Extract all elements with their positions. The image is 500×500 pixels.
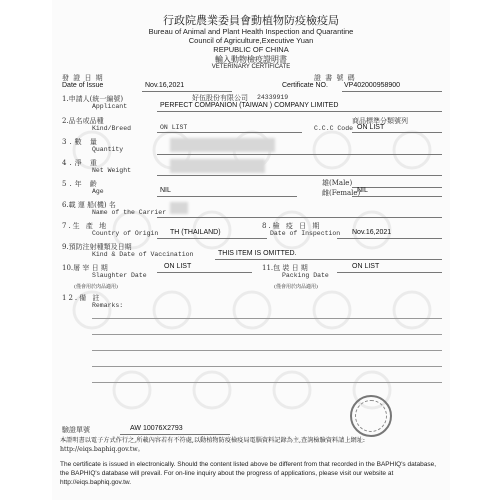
cert-no-label-zh: 證 書 號 碼 — [314, 74, 356, 82]
issue-date-label-zh: 發 證 日 期 — [62, 74, 104, 82]
kind-value: ON LIST — [160, 124, 188, 131]
net-weight-label-en: Net Weight — [92, 167, 132, 174]
applicant-name-zh: 好伍股份有限公司 — [192, 94, 248, 102]
footer-note-zh: 本證明書以電子方式作行之,所載內容若有不符處,以動植物防疫檢疫局電腦資料記錄為主,查詢檢驗資料請上網址: http://eiqs.baphiq.gov.tw。 — [60, 437, 365, 453]
origin-line — [157, 238, 267, 239]
kind-label-en: Kind/Breed — [92, 125, 132, 132]
packing-label-zh: 11.包 裝 日 期 — [262, 264, 308, 272]
issue-date-line — [142, 91, 232, 92]
applicant-tax-id: 24339919 — [257, 94, 289, 101]
packing-label-en: Packing Date — [282, 272, 329, 279]
applicant-label-en: Applicant — [92, 103, 128, 110]
cert-title-zh: 輸入動物檢疫證明書 — [215, 55, 287, 64]
cert-no-label-en: Certificate NO. — [282, 82, 328, 89]
cert-no-line — [342, 91, 442, 92]
inspection-value: Nov.16,2021 — [352, 229, 392, 236]
kind-line — [157, 132, 302, 133]
male-label: 雄(Male) — [322, 179, 353, 187]
carrier-label-en: Name of the Carrier — [92, 209, 167, 216]
age-label-zh: 5.年 齡 — [62, 180, 100, 188]
inspector-label: 驗證單號 — [62, 426, 90, 434]
redacted-carrier — [170, 202, 188, 214]
issue-date-label-en: Date of Issue — [62, 82, 104, 89]
packing-note: (僅會用於肉品適用) — [274, 284, 318, 290]
origin-label-en: Country of Origin — [92, 230, 159, 237]
footer-note-en: The certificate is issued in electronically. Should the content listed above be different from that recorded in the BAPHIQ's database, the BAPHIQ's database will prevail. For on-line inquiry about the progress of applications, please visit our website at http://eiqs.baphiq.gov.tw. — [60, 461, 437, 486]
inspection-label-zh: 8.檢 疫 日 期 — [262, 222, 322, 230]
vaccination-line — [215, 259, 442, 260]
slaughter-note: (僅會用於肉品適用) — [74, 284, 118, 290]
net-weight-line — [157, 175, 442, 176]
slaughter-value: ON LIST — [164, 263, 192, 270]
ccc-label-zh: 商品標準分類號列 — [352, 117, 408, 125]
carrier-line — [157, 217, 442, 218]
packing-line — [337, 272, 442, 273]
country-name: REPUBLIC OF CHINA — [213, 45, 289, 54]
remarks-line-5 — [92, 382, 442, 383]
agency-name-en: Bureau of Animal and Plant Health Inspection and Quarantine — [148, 27, 354, 36]
inspector-line — [120, 434, 230, 435]
vaccination-label-zh: 9.預防注射種類及日期 — [62, 243, 132, 251]
slaughter-line — [157, 272, 252, 273]
kind-label-zh: 2.品名或品種 — [62, 117, 104, 125]
origin-value: TH (THAILAND) — [170, 229, 221, 236]
remarks-line-1 — [92, 318, 442, 319]
remarks-line-3 — [92, 350, 442, 351]
age-value: NIL — [160, 187, 171, 194]
agency-name-zh: 行政院農業委員會動植物防疫檢疫局 — [163, 14, 339, 27]
council-name: Council of Agriculture,Executive Yuan — [188, 36, 314, 45]
female-value: NIL — [357, 187, 368, 194]
ccc-label-en: C.C.C Code — [314, 125, 354, 132]
certificate-document — [52, 0, 450, 500]
female-label: 雌(Female) — [322, 189, 361, 197]
inspector-value: AW 10076X2793 — [130, 425, 183, 432]
female-line — [352, 196, 442, 197]
net-weight-label-zh: 4.淨 重 — [62, 159, 100, 167]
age-line — [157, 196, 297, 197]
slaughter-label-en: Slaughter Date — [92, 272, 147, 279]
official-seal — [350, 395, 392, 437]
vaccination-label-en: Kind & Date of Vaccination — [92, 251, 194, 258]
inspection-label-en: Date of Inspection — [270, 230, 341, 237]
remarks-line-2 — [92, 334, 442, 335]
carrier-label-zh: 6.載 運 船(機) 名 — [62, 201, 116, 209]
packing-value: ON LIST — [352, 263, 380, 270]
origin-label-zh: 7.生 產 地 — [62, 222, 109, 230]
cert-no-value: VP402000958900 — [344, 82, 401, 89]
watermark-pattern — [52, 110, 450, 410]
quantity-label-en: Quantity — [92, 146, 124, 153]
remarks-label-en: Remarks: — [92, 302, 124, 309]
remarks-line-4 — [92, 366, 442, 367]
applicant-label-zh: 1.申請人(統一編號) — [62, 95, 124, 103]
quantity-label-zh: 3.數 量 — [62, 138, 100, 146]
applicant-name-en: PERFECT COMPANION (TAIWAN ) COMPANY LIMITED — [160, 102, 339, 109]
ccc-line — [352, 132, 442, 133]
inspection-line — [337, 238, 442, 239]
ccc-value: ON LIST — [357, 124, 385, 131]
slaughter-label-zh: 10.屠 宰 日 期 — [62, 264, 108, 272]
applicant-line — [157, 111, 442, 112]
quantity-line — [157, 154, 442, 155]
redacted-quantity — [170, 138, 275, 152]
cert-title-en: VETERINARY CERTIFICATE — [211, 64, 291, 70]
remarks-label-zh: 12.備 註 — [62, 294, 102, 302]
age-label-en: Age — [92, 188, 104, 195]
issue-date-value: Nov.16,2021 — [145, 82, 185, 89]
redacted-net-weight — [170, 159, 265, 173]
vaccination-value: THIS ITEM IS OMITTED. — [218, 250, 297, 257]
